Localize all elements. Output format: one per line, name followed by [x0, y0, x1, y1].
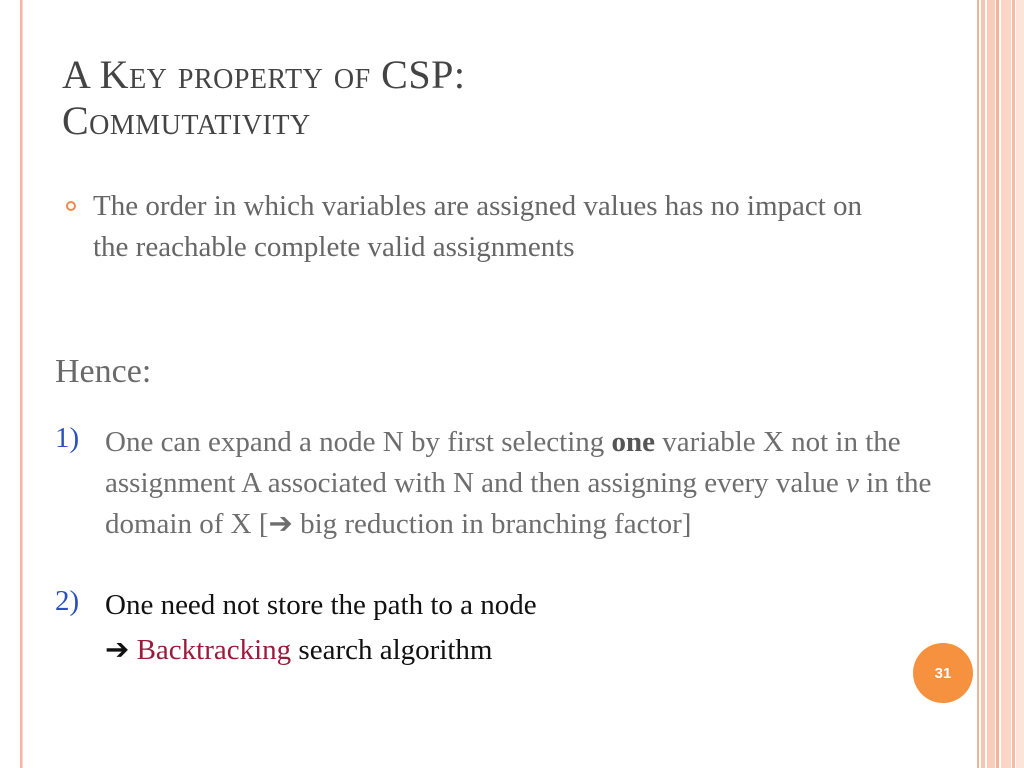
list-item-text: [105, 422, 955, 545]
right-stripe: [987, 0, 995, 768]
arrow-icon: ➔: [268, 508, 293, 540]
bullet-item: [66, 186, 866, 268]
list-item-2: [55, 585, 955, 626]
page-number: 31: [934, 664, 952, 682]
sub-point: [105, 632, 493, 667]
title-line-1: A Key property of CSP:: [62, 52, 466, 97]
title-line-2: Commutativity: [62, 98, 311, 143]
ring-bullet-icon: [66, 201, 76, 211]
list-item-1: [55, 422, 955, 545]
text-segment: variable X not in the assignment A associated with N and then assigning every value: [105, 426, 901, 499]
italic-variable: v: [845, 467, 859, 499]
right-stripe: [981, 0, 985, 768]
list-number: 2): [55, 585, 80, 617]
left-border-inner: [22, 0, 23, 768]
text-segment: big reduction in branching factor]: [292, 508, 692, 540]
hence-heading: Hence:: [55, 353, 152, 390]
text-segment: One can expand a node N by first selecting: [105, 426, 612, 458]
bold-word: one: [611, 426, 656, 458]
bullet-text: The order in which variables are assigned values has no impact on the reachable complete valid assignments: [93, 190, 863, 263]
list-number: 1): [55, 422, 80, 454]
list-item-text: One need not store the path to a node: [105, 589, 537, 621]
right-stripe: [977, 0, 979, 768]
page-number-badge: [913, 643, 973, 703]
right-stripe: [1012, 0, 1015, 768]
highlight-term: Backtracking: [136, 634, 292, 666]
text-segment: in the domain of X [: [105, 467, 932, 540]
right-stripe: [1016, 0, 1024, 768]
arrow-icon: ➔: [105, 634, 130, 666]
right-stripe: [1001, 0, 1011, 768]
text-segment: search algorithm: [291, 634, 493, 666]
right-stripe: [996, 0, 999, 768]
slide-title: [62, 52, 465, 144]
